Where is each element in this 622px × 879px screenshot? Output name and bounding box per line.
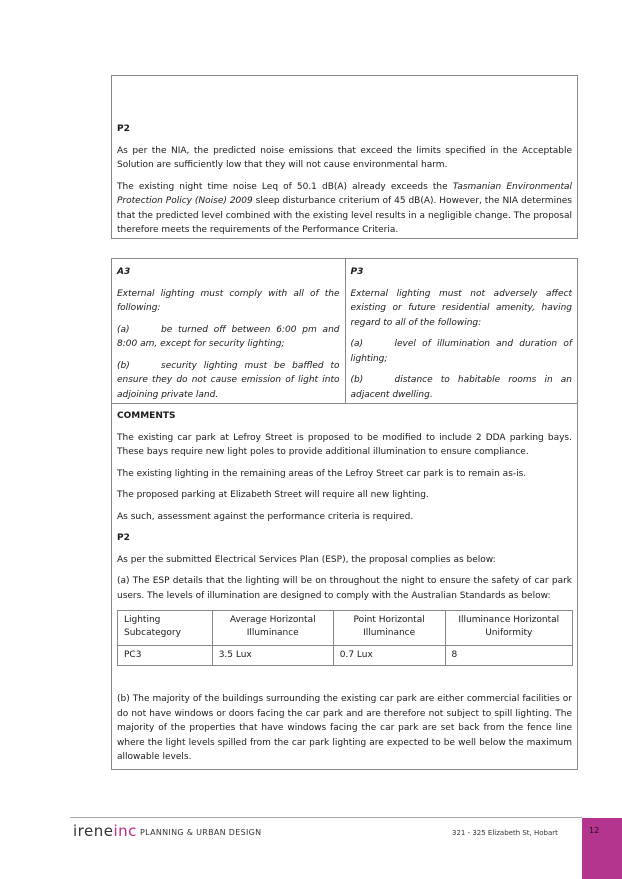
table-cell: 0.7 Lux	[333, 646, 445, 666]
paragraph: As per the NIA, the predicted noise emissions that exceed the limits specified in the Acceptable Solution are sufficiently low that they will not cause environmental harm.	[117, 145, 572, 170]
footer-divider	[70, 817, 582, 818]
lighting-assessment-box	[111, 258, 578, 770]
paragraph: (a) The ESP details that the lighting will be on throughout the night to ensure the safety of car park users. The levels of illumination are designed to comply with the Australian Standards as below:	[117, 576, 572, 601]
paragraph: As such, assessment against the performance criteria is required.	[117, 511, 414, 522]
paragraph: The proposed parking at Elizabeth Street will require all new lighting.	[117, 490, 429, 500]
paragraph: As per the submitted Electrical Services Plan (ESP), the proposal complies as below:	[117, 554, 496, 565]
paragraph: The existing car park at Lefroy Street is proposed to be modified to include 2 DDA parking bays. These bays require new light poles to provide additional illumination to ensure compliance.	[117, 432, 572, 457]
illuminance-table	[117, 610, 573, 666]
acceptable-solution-cell	[112, 259, 345, 403]
criteria-item: (b) security lighting must be baffled to ensure they do not cause emission of light into adjoining private land.	[117, 360, 340, 400]
table-cell: 3.5 Lux	[212, 646, 333, 666]
criteria-intro: External lighting must not adversely affect existing or future residential amenity, having regard to all of the following:	[350, 288, 572, 328]
criteria-heading: P3	[350, 267, 364, 277]
criteria-intro: External lighting must comply with all of the following:	[117, 288, 340, 313]
criteria-item: (a) be turned off between 6:00 pm and 8:00 am, except for security lighting;	[117, 324, 340, 349]
comments-heading: COMMENTS	[117, 411, 176, 421]
performance-criteria-cell	[345, 259, 578, 403]
table-cell: 8	[445, 646, 572, 666]
table-header: Illuminance Horizontal Uniformity	[445, 611, 572, 646]
page-number-tab	[582, 818, 622, 879]
noise-assessment-box	[111, 75, 578, 239]
company-logo: ireneinc	[73, 822, 137, 840]
table-header: Average Horizontal Illuminance	[212, 611, 333, 646]
table-header: Lighting Subcategory	[118, 611, 213, 646]
section-heading: P2	[117, 124, 130, 134]
criteria-row	[112, 259, 577, 404]
criteria-item: (b) distance to habitable rooms in an adjacent dwelling.	[350, 375, 572, 400]
comments-section	[112, 404, 577, 765]
company-tagline: PLANNING & URBAN DESIGN	[140, 828, 262, 837]
table-row	[118, 646, 573, 666]
paragraph: The existing lighting in the remaining areas of the Lefroy Street car park is to remain as-is.	[117, 468, 527, 479]
table-header-row	[118, 611, 573, 646]
sub-heading: P2	[117, 533, 130, 543]
page-number: 12	[589, 826, 600, 835]
criteria-heading: A3	[117, 267, 131, 277]
paragraph: The existing night time noise Leq of 50.1 dB(A) already exceeds the Tasmanian Environmental Protection Policy (Noise) 2009 sleep disturbance criterium of 45 dB(A). However, the NIA determines that the predicted level combined with the existing level results in a negligible change. The proposal therefore meets the requirements of the Performance Criteria.	[117, 181, 572, 235]
paragraph: (b) The majority of the buildings surrounding the existing car park are either commercial facilities or do not have windows or doors facing the car park and are therefore not subject to spill lighting. The majority of the properties that have windows facing the car park are set back from the fence line where the light levels spilled from the car park lighting are expected to be well below the maximum allowable levels.	[117, 694, 572, 762]
site-address: 321 - 325 Elizabeth St, Hobart	[452, 829, 558, 837]
table-header: Point Horizontal Illuminance	[333, 611, 445, 646]
criteria-item: (a) level of illumination and duration of lighting;	[350, 339, 572, 364]
table-cell: PC3	[118, 646, 213, 666]
